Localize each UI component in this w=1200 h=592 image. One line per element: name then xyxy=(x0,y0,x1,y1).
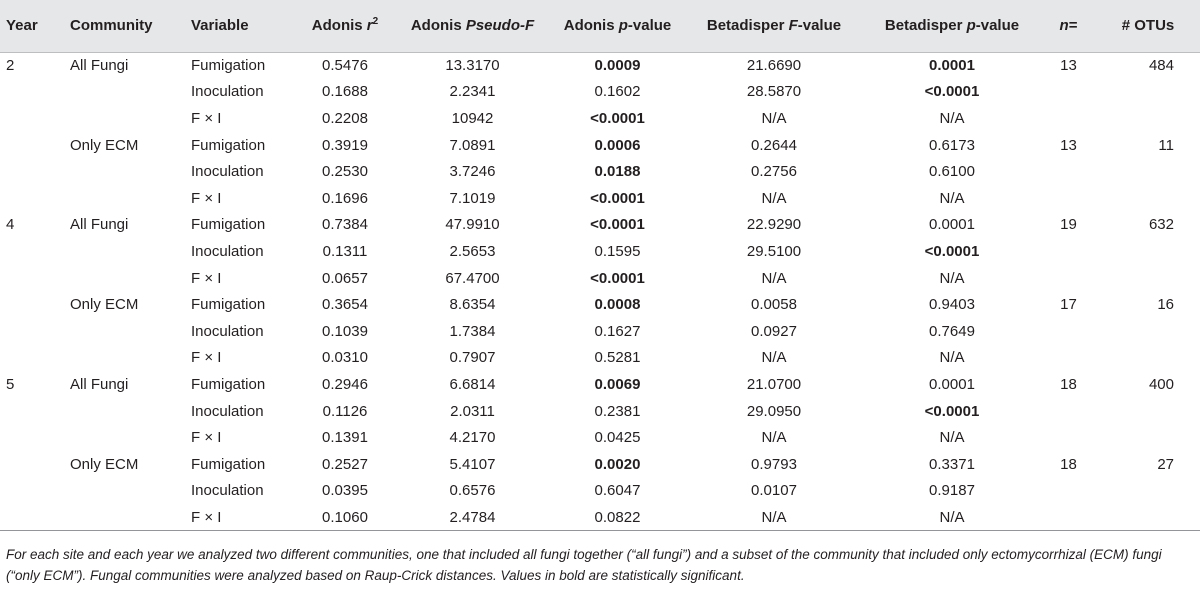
cell-betadisper-f-value: 29.5100 xyxy=(746,242,802,260)
cell-betadisper-p-value: 0.6100 xyxy=(929,163,975,181)
cell-n xyxy=(1041,265,1096,292)
cell-otus xyxy=(1096,504,1200,531)
cell-otus: 400 xyxy=(1148,375,1174,393)
cell-year: 4 xyxy=(6,216,15,234)
header-betadisper-p-value xyxy=(863,0,1041,52)
cell-otus xyxy=(1096,238,1200,265)
table-row xyxy=(0,212,1200,239)
cell-community: Only ECM xyxy=(70,455,139,473)
cell-betadisper-f-value: 0.0927 xyxy=(751,322,797,340)
cell-n: 18 xyxy=(1060,455,1077,473)
cell-n xyxy=(1041,105,1096,132)
cell-adonis-r2: 0.0310 xyxy=(322,349,368,367)
cell-variable: Inoculation xyxy=(191,402,264,420)
cell-variable: Inoculation xyxy=(191,242,264,260)
cell-betadisper-p-value: 0.9403 xyxy=(929,296,975,314)
header-adonis-pseudo-f xyxy=(395,0,550,52)
cell-betadisper-p-value: <0.0001 xyxy=(924,83,980,101)
cell-betadisper-p-value: 0.6173 xyxy=(929,136,975,154)
cell-n xyxy=(1041,504,1096,531)
cell-adonis-r2: 0.3654 xyxy=(322,296,368,314)
cell-adonis-pseudo-f: 3.7246 xyxy=(449,163,496,181)
cell-adonis-p-value: 0.0069 xyxy=(594,375,641,393)
table-row xyxy=(0,52,1200,79)
cell-adonis-p-value: 0.0425 xyxy=(594,429,641,447)
cell-year: 5 xyxy=(6,375,15,393)
header-adonis-pf-italic: Pseudo-F xyxy=(465,17,535,35)
table-row xyxy=(0,185,1200,212)
cell-community: Only ECM xyxy=(70,136,139,154)
cell-otus xyxy=(1096,318,1200,345)
table-row xyxy=(0,132,1200,159)
table-footnote: For each site and each year we analyzed two different communities, one that included all fungi together (“all fungi”) and a subset of the community that included only ectomycorrhizal (ECM) fungi (“only ECM”). Fungal communities were analyzed based on Raup-Crick distances. Values in bold are statistically significant. xyxy=(6,547,1162,583)
cell-year xyxy=(0,185,64,212)
cell-betadisper-p-value: N/A xyxy=(939,429,965,447)
cell-n xyxy=(1041,398,1096,425)
cell-adonis-p-value: 0.0822 xyxy=(550,504,685,531)
cell-adonis-r2: 0.1039 xyxy=(322,322,368,340)
cell-betadisper-f-value: 0.0107 xyxy=(751,482,797,500)
cell-adonis-pseudo-f: 6.6814 xyxy=(449,375,496,393)
cell-adonis-p-value: 0.0020 xyxy=(594,455,641,473)
header-year: Year xyxy=(0,0,64,52)
cell-otus: 484 xyxy=(1148,57,1174,75)
table-row xyxy=(0,424,1200,451)
header-adonis-p-italic: p xyxy=(618,17,628,35)
cell-adonis-r2: 0.1311 xyxy=(322,242,368,260)
cell-betadisper-f-value: N/A xyxy=(761,269,787,287)
cell-otus: 632 xyxy=(1148,216,1174,234)
cell-adonis-pseudo-f: 47.9910 xyxy=(445,216,500,234)
cell-adonis-p-value: 0.0008 xyxy=(594,296,641,314)
cell-year xyxy=(0,238,64,265)
cell-n xyxy=(1041,185,1096,212)
cell-adonis-r2: 0.3919 xyxy=(322,136,368,154)
cell-betadisper-p-value: N/A xyxy=(939,269,965,287)
cell-betadisper-f-value: N/A xyxy=(761,349,787,367)
cell-adonis-pseudo-f: 2.5653 xyxy=(449,242,496,260)
cell-betadisper-p-value: 0.3371 xyxy=(929,455,975,473)
cell-adonis-pseudo-f: 2.0311 xyxy=(450,402,495,420)
header-beta-p-italic: p xyxy=(966,17,976,35)
table-row xyxy=(0,398,1200,425)
header-adonis-p-value xyxy=(550,0,685,52)
cell-n: 18 xyxy=(1060,375,1077,393)
table-row xyxy=(0,345,1200,372)
cell-betadisper-p-value: <0.0001 xyxy=(924,402,980,420)
header-adonis-r2-prefix: Adonis xyxy=(311,17,367,35)
cell-otus xyxy=(1096,478,1200,505)
cell-adonis-pseudo-f: 7.1019 xyxy=(449,189,496,207)
cell-adonis-p-value: 0.1627 xyxy=(594,322,641,340)
cell-community: All Fungi xyxy=(70,375,129,393)
cell-community xyxy=(64,265,185,292)
cell-n: 13 xyxy=(1060,136,1077,154)
header-beta-f-suffix: -value xyxy=(797,17,842,35)
cell-betadisper-p-value: N/A xyxy=(939,189,965,207)
cell-community xyxy=(64,398,185,425)
cell-community xyxy=(64,105,185,132)
table-row xyxy=(0,105,1200,132)
cell-adonis-r2: 0.1696 xyxy=(322,189,368,207)
table-row xyxy=(0,265,1200,292)
cell-community xyxy=(64,345,185,372)
cell-betadisper-f-value: N/A xyxy=(761,189,787,207)
cell-n xyxy=(1041,345,1096,372)
header-otus: # OTUs xyxy=(1096,0,1200,52)
header-adonis-r2-sup: 2 xyxy=(372,16,379,28)
cell-betadisper-p-value: N/A xyxy=(939,109,965,127)
table-row xyxy=(0,371,1200,398)
cell-betadisper-f-value: 0.9793 xyxy=(751,455,797,473)
cell-adonis-p-value: <0.0001 xyxy=(590,269,645,287)
cell-adonis-pseudo-f: 0.7907 xyxy=(449,349,496,367)
cell-n: 13 xyxy=(1060,57,1077,75)
header-beta-p-suffix: -value xyxy=(975,17,1020,35)
cell-year xyxy=(0,105,64,132)
cell-adonis-pseudo-f: 2.4784 xyxy=(395,504,550,531)
cell-otus: 27 xyxy=(1157,455,1174,473)
table-row xyxy=(0,158,1200,185)
cell-variable: Fumigation xyxy=(191,375,266,393)
cell-betadisper-f-value: N/A xyxy=(761,429,787,447)
cell-betadisper-f-value: N/A xyxy=(685,504,863,531)
header-n-suffix: = xyxy=(1068,17,1078,35)
cell-n: 19 xyxy=(1060,216,1077,234)
cell-adonis-p-value: 0.1595 xyxy=(594,242,641,260)
cell-adonis-p-value: 0.5281 xyxy=(594,349,641,367)
cell-adonis-p-value: 0.0009 xyxy=(594,57,641,75)
cell-year xyxy=(0,451,64,478)
cell-adonis-p-value: 0.2381 xyxy=(594,402,641,420)
cell-adonis-pseudo-f: 8.6354 xyxy=(449,296,496,314)
cell-adonis-r2: 0.1391 xyxy=(322,429,368,447)
table-row xyxy=(0,318,1200,345)
cell-adonis-pseudo-f: 0.6576 xyxy=(449,482,496,500)
cell-betadisper-f-value: 28.5870 xyxy=(746,83,802,101)
cell-adonis-pseudo-f: 1.7384 xyxy=(449,322,496,340)
cell-betadisper-f-value: 21.6690 xyxy=(746,57,802,75)
header-beta-f-prefix: Betadisper xyxy=(706,17,789,35)
cell-n xyxy=(1041,158,1096,185)
cell-adonis-r2: 0.2527 xyxy=(322,455,368,473)
header-adonis-r2 xyxy=(295,0,395,52)
cell-adonis-pseudo-f: 67.4700 xyxy=(445,269,500,287)
table-header xyxy=(0,0,1200,52)
cell-variable: Inoculation xyxy=(191,482,264,500)
cell-adonis-p-value: <0.0001 xyxy=(590,109,645,127)
cell-betadisper-p-value: 0.0001 xyxy=(929,57,975,75)
cell-variable: Inoculation xyxy=(191,322,264,340)
table-row xyxy=(0,238,1200,265)
cell-adonis-pseudo-f: 10942 xyxy=(451,109,494,127)
cell-adonis-r2: 0.2946 xyxy=(322,375,368,393)
cell-variable: F × I xyxy=(191,429,222,447)
cell-n xyxy=(1041,478,1096,505)
cell-year xyxy=(0,424,64,451)
cell-betadisper-p-value: 0.7649 xyxy=(929,322,975,340)
cell-n xyxy=(1041,424,1096,451)
cell-betadisper-p-value: 0.0001 xyxy=(929,375,975,393)
cell-community: All Fungi xyxy=(70,216,129,234)
cell-community xyxy=(64,158,185,185)
cell-otus xyxy=(1096,345,1200,372)
cell-betadisper-p-value: N/A xyxy=(863,504,1041,531)
cell-betadisper-f-value: 0.0058 xyxy=(751,296,797,314)
cell-n xyxy=(1041,238,1096,265)
cell-year xyxy=(0,265,64,292)
cell-otus xyxy=(1096,105,1200,132)
cell-adonis-pseudo-f: 13.3170 xyxy=(445,57,500,75)
cell-variable: F × I xyxy=(191,269,222,287)
cell-otus xyxy=(1096,424,1200,451)
cell-year xyxy=(0,158,64,185)
cell-adonis-r2: 0.1126 xyxy=(322,402,368,420)
cell-betadisper-p-value: 0.0001 xyxy=(929,216,975,234)
table-row xyxy=(0,291,1200,318)
cell-betadisper-f-value: 22.9290 xyxy=(746,216,802,234)
cell-adonis-p-value: 0.0006 xyxy=(594,136,641,154)
cell-year xyxy=(0,132,64,159)
cell-betadisper-f-value: 29.0950 xyxy=(746,402,802,420)
header-beta-f-italic: F xyxy=(788,17,798,35)
table-row xyxy=(0,451,1200,478)
cell-adonis-p-value: 0.0188 xyxy=(594,163,641,181)
cell-betadisper-f-value: 0.2756 xyxy=(751,163,797,181)
cell-adonis-pseudo-f: 5.4107 xyxy=(449,455,496,473)
header-community: Community xyxy=(64,0,185,52)
cell-n: 17 xyxy=(1060,296,1077,314)
cell-otus: 16 xyxy=(1157,296,1174,314)
cell-community xyxy=(64,424,185,451)
cell-variable: F × I xyxy=(191,349,222,367)
table-body xyxy=(0,52,1200,531)
cell-betadisper-f-value: N/A xyxy=(761,109,787,127)
cell-community xyxy=(64,318,185,345)
cell-year xyxy=(0,318,64,345)
cell-n xyxy=(1041,318,1096,345)
header-n-italic: n xyxy=(1059,17,1069,35)
header-adonis-r2-r: r xyxy=(366,17,373,35)
cell-adonis-r2: 0.7384 xyxy=(322,216,368,234)
header-adonis-p-prefix: Adonis xyxy=(563,17,619,35)
cell-variable: Fumigation xyxy=(191,296,266,314)
cell-otus xyxy=(1096,185,1200,212)
header-row xyxy=(0,0,1200,52)
header-betadisper-f-value xyxy=(685,0,863,52)
cell-community xyxy=(64,185,185,212)
cell-community: All Fungi xyxy=(70,57,129,75)
cell-variable: F × I xyxy=(185,504,295,531)
cell-adonis-pseudo-f: 2.2341 xyxy=(449,83,496,101)
cell-betadisper-f-value: 21.0700 xyxy=(746,375,802,393)
cell-community xyxy=(64,238,185,265)
cell-otus xyxy=(1096,79,1200,106)
header-beta-p-prefix: Betadisper xyxy=(884,17,967,35)
cell-year xyxy=(0,504,64,531)
cell-year: 2 xyxy=(6,57,15,75)
header-n xyxy=(1041,0,1096,52)
cell-adonis-r2: 0.1060 xyxy=(295,504,395,531)
cell-adonis-r2: 0.0657 xyxy=(322,269,368,287)
cell-variable: F × I xyxy=(191,189,222,207)
cell-adonis-r2: 0.1688 xyxy=(322,83,368,101)
cell-betadisper-p-value: N/A xyxy=(939,349,965,367)
cell-adonis-r2: 0.2530 xyxy=(322,163,368,181)
cell-variable: F × I xyxy=(191,109,222,127)
cell-adonis-p-value: 0.1602 xyxy=(594,83,641,101)
cell-year xyxy=(0,398,64,425)
cell-adonis-r2: 0.5476 xyxy=(322,57,368,75)
cell-year xyxy=(0,79,64,106)
cell-betadisper-p-value: 0.9187 xyxy=(929,482,975,500)
cell-otus xyxy=(1096,265,1200,292)
table-row xyxy=(0,478,1200,505)
cell-otus: 11 xyxy=(1158,136,1174,154)
cell-betadisper-p-value: <0.0001 xyxy=(924,242,980,260)
cell-betadisper-f-value: 0.2644 xyxy=(751,136,797,154)
header-adonis-p-suffix: -value xyxy=(627,17,672,35)
cell-variable: Fumigation xyxy=(191,136,266,154)
cell-variable: Inoculation xyxy=(191,83,264,101)
cell-otus xyxy=(1096,398,1200,425)
cell-adonis-p-value: <0.0001 xyxy=(590,189,645,207)
cell-year xyxy=(0,478,64,505)
table-row xyxy=(0,79,1200,106)
cell-community xyxy=(64,79,185,106)
cell-otus xyxy=(1096,158,1200,185)
table-row xyxy=(0,504,1200,531)
cell-adonis-p-value: <0.0001 xyxy=(590,216,645,234)
cell-variable: Fumigation xyxy=(191,455,266,473)
cell-adonis-r2: 0.2208 xyxy=(322,109,368,127)
header-adonis-pf-prefix: Adonis xyxy=(410,17,466,35)
cell-community xyxy=(64,504,185,531)
cell-year xyxy=(0,291,64,318)
cell-adonis-p-value: 0.6047 xyxy=(594,482,641,500)
cell-variable: Fumigation xyxy=(191,216,266,234)
header-variable: Variable xyxy=(185,0,295,52)
cell-community xyxy=(64,478,185,505)
cell-n xyxy=(1041,79,1096,106)
cell-adonis-pseudo-f: 7.0891 xyxy=(449,136,496,154)
cell-community: Only ECM xyxy=(70,296,139,314)
cell-year xyxy=(0,345,64,372)
cell-adonis-pseudo-f: 4.2170 xyxy=(449,429,496,447)
cell-variable: Inoculation xyxy=(191,163,264,181)
cell-variable: Fumigation xyxy=(191,57,266,75)
cell-adonis-r2: 0.0395 xyxy=(322,482,368,500)
